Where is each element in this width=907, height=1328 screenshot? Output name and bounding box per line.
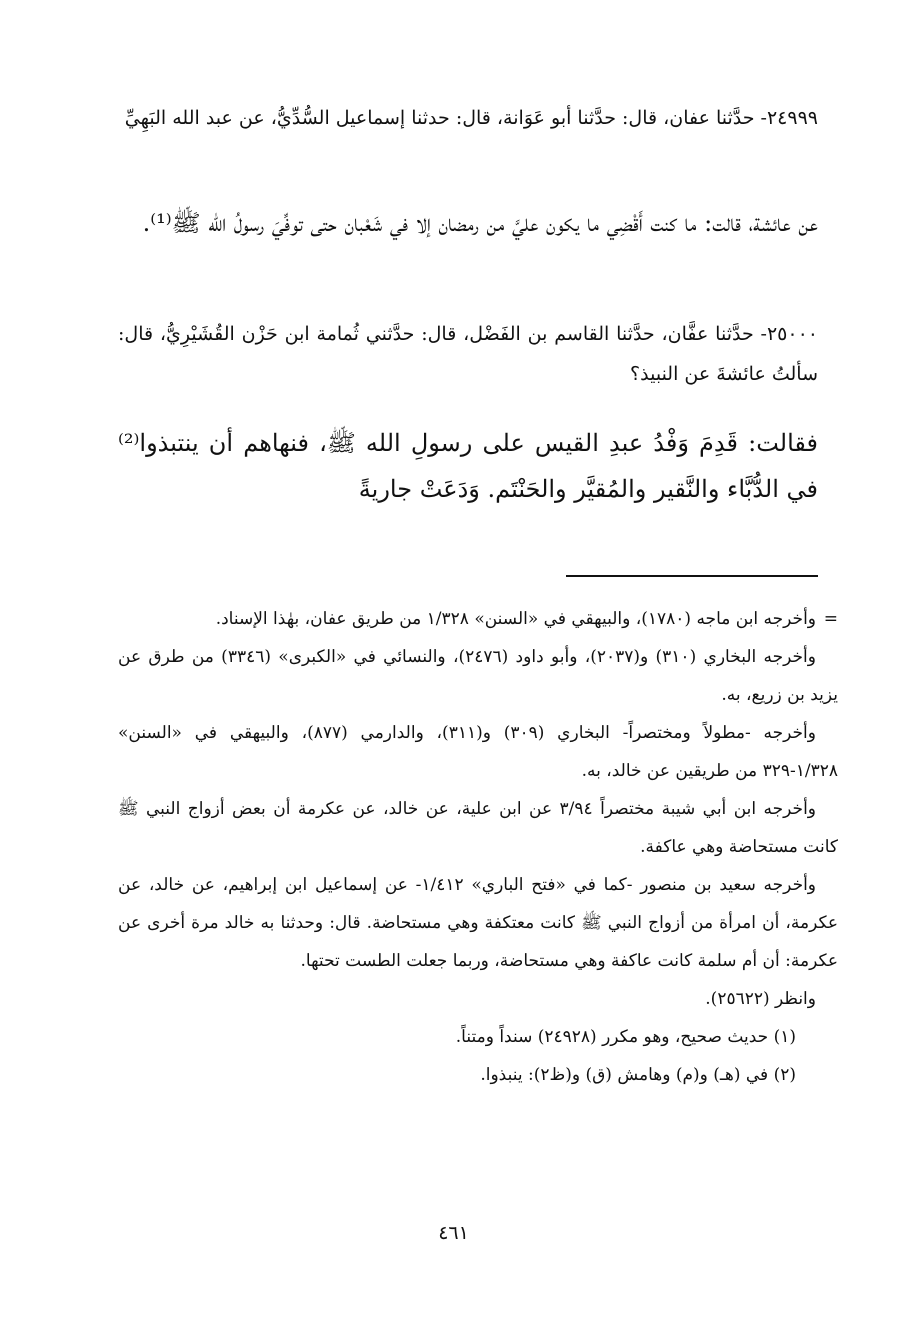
footnote-2: (٢) في (هـ) و(م) وهامش (ق) و(ظ٢): ينبذوا. (480, 1065, 796, 1085)
hadith-1-isnad: ٢٤٩٩٩- حدَّثنا عفان، قال: حدَّثنا أبو عَوَانة، قال: حدثنا إسماعيل السُّدِّيُّ، عن عبد الله البَهِيِّ (124, 107, 818, 129)
hadith-1-matn: عن عائشة، قالت: ما كنت أَقْضِي ما يكون عليَّ من رمضان إلا في شَعْبان حتى توفِّيَ رسولُ الله ﷺ⁽¹⁾. (142, 209, 818, 237)
continuation-mark: = (823, 609, 838, 629)
footnote-paragraph: وانظر (٢٥٦٢٢). (705, 989, 816, 1009)
footnote-divider (566, 575, 818, 577)
footnote-paragraph: وأخرجه -مطولاً ومختصراً- البخاري (٣٠٩) و(٣١١)، والدارمي (٨٧٧)، والبيهقي في «السنن» ١/٣٢٨-٣٢٩ من طريقين عن خالد، به. (118, 723, 838, 781)
footnote-paragraph: وأخرجه ابن أبي شيبة مختصراً ٣/٩٤ عن ابن علية، عن خالد، عن عكرمة أن بعض أزواج النبي ﷺ كانت مستحاضة وهي عاكفة. (118, 799, 838, 857)
footnote-paragraph: وأخرجه سعيد بن منصور -كما في «فتح الباري» ١/٤١٢- عن إسماعيل ابن إبراهيم، عن خالد، عن عكرمة، أن امرأة من أزواج النبي ﷺ كانت معتكفة وهي مستحاضة. قال: وحدثنا به خالد مرة أخرى عن عكرمة: أن أم سلمة كانت عاكفة وهي مستحاضة، وربما جعلت الطست تحتها. (118, 875, 838, 971)
footnote-paragraph (118, 600, 838, 638)
footnote-paragraph: وأخرجه البخاري (٣١٠) و(٢٠٣٧)، وأبو داود (٢٤٧٦)، والنسائي في «الكبرى» (٣٣٤٦) من طرق عن يزيد بن زريع، به. (118, 647, 838, 705)
footnote-paragraph-text: وأخرجه ابن ماجه (١٧٨٠)، والبيهقي في «السنن» ١/٣٢٨ من طريق عفان، بهٰذا الإسناد. (215, 609, 816, 629)
hadith-2-matn: فقالت: قَدِمَ وَفْدُ عبدِ القيس على رسولِ الله ﷺ، فنهاهم أن ينتبذوا⁽²⁾ في الدُّبَّاء والنَّقير والمُقيَّر والحَنْتَم. وَدَعَتْ جاريةً (118, 429, 818, 503)
page-number: ٤٦١ (438, 1222, 469, 1244)
footnotes-section (118, 600, 838, 1094)
hadith-2-isnad: ٢٥٠٠٠- حدَّثنا عفَّان، حدَّثنا القاسم بن الفَضْل، قال: حدَّثني ثُمامة ابن حَزْن القُشَيْرِيُّ، قال: سألتُ عائشةَ عن النبيذ؟ (118, 323, 818, 385)
footnote-1: (١) حديث صحيح، وهو مكرر (٢٤٩٢٨) سنداً ومتناً. (455, 1027, 796, 1047)
